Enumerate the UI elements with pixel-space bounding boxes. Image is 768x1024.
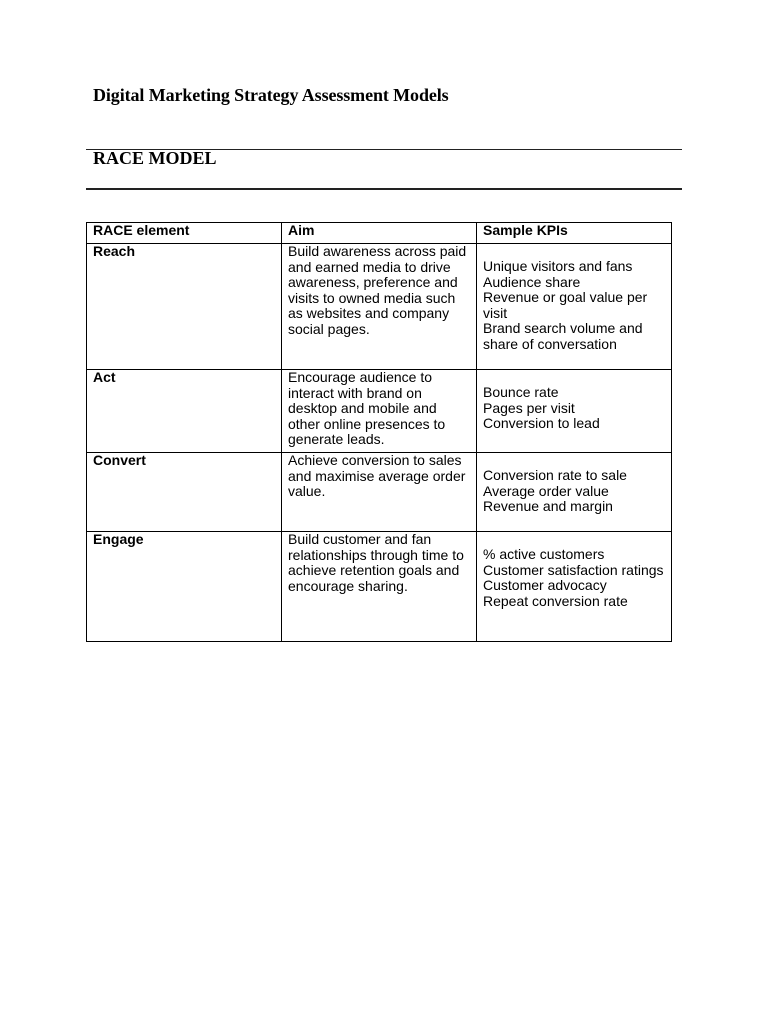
race-element-cell: Convert (87, 453, 282, 532)
table-row (87, 370, 672, 453)
kpi-cell (477, 453, 672, 532)
header-race-element: RACE element (87, 223, 282, 244)
kpi-item: Bounce rate (483, 384, 559, 400)
race-element-cell: Reach (87, 244, 282, 370)
race-element-cell: Engage (87, 532, 282, 642)
header-aim: Aim (282, 223, 477, 244)
table-row (87, 532, 672, 642)
aim-cell: Encourage audience to interact with brand on desktop and mobile and other online presences to generate leads. (282, 370, 477, 453)
aim-cell: Build customer and fan relationships through time to achieve retention goals and encourage sharing. (282, 532, 477, 642)
kpi-list (483, 244, 667, 352)
kpi-cell (477, 244, 672, 370)
kpi-item: Customer satisfaction ratings (483, 561, 664, 578)
kpi-item: Average order value (483, 482, 609, 499)
table-row (87, 453, 672, 532)
kpi-item: Audience share (483, 273, 581, 290)
kpi-list (483, 532, 667, 609)
kpi-item: Repeat conversion rate (483, 592, 628, 609)
kpi-cell (477, 532, 672, 642)
kpi-item: Pages per visit (483, 399, 575, 416)
table-header-row (87, 223, 672, 244)
kpi-item: Revenue or goal value per visit (483, 289, 648, 321)
kpi-item: Brand search volume and share of conversation (483, 320, 643, 352)
section-title: RACE MODEL (93, 148, 217, 168)
table-row (87, 244, 672, 370)
aim-cell: Build awareness across paid and earned media to drive awareness, preference and visits to owned media such as websites and company social pages. (282, 244, 477, 370)
aim-cell: Achieve conversion to sales and maximise average order value. (282, 453, 477, 532)
kpi-item: % active customers (483, 546, 605, 562)
kpi-list (483, 370, 667, 432)
header-sample-kpis: Sample KPIs (477, 223, 672, 244)
race-model-table (86, 222, 672, 642)
kpi-list (483, 453, 667, 515)
document-title: Digital Marketing Strategy Assessment Models (93, 85, 449, 105)
kpi-item: Customer advocacy (483, 577, 607, 593)
section-divider-bottom (86, 188, 682, 190)
kpi-item: Conversion to lead (483, 415, 600, 431)
kpi-item: Conversion rate to sale (483, 467, 627, 483)
kpi-item: Unique visitors and fans (483, 258, 633, 274)
race-element-cell: Act (87, 370, 282, 453)
kpi-cell (477, 370, 672, 453)
kpi-item: Revenue and margin (483, 498, 613, 514)
